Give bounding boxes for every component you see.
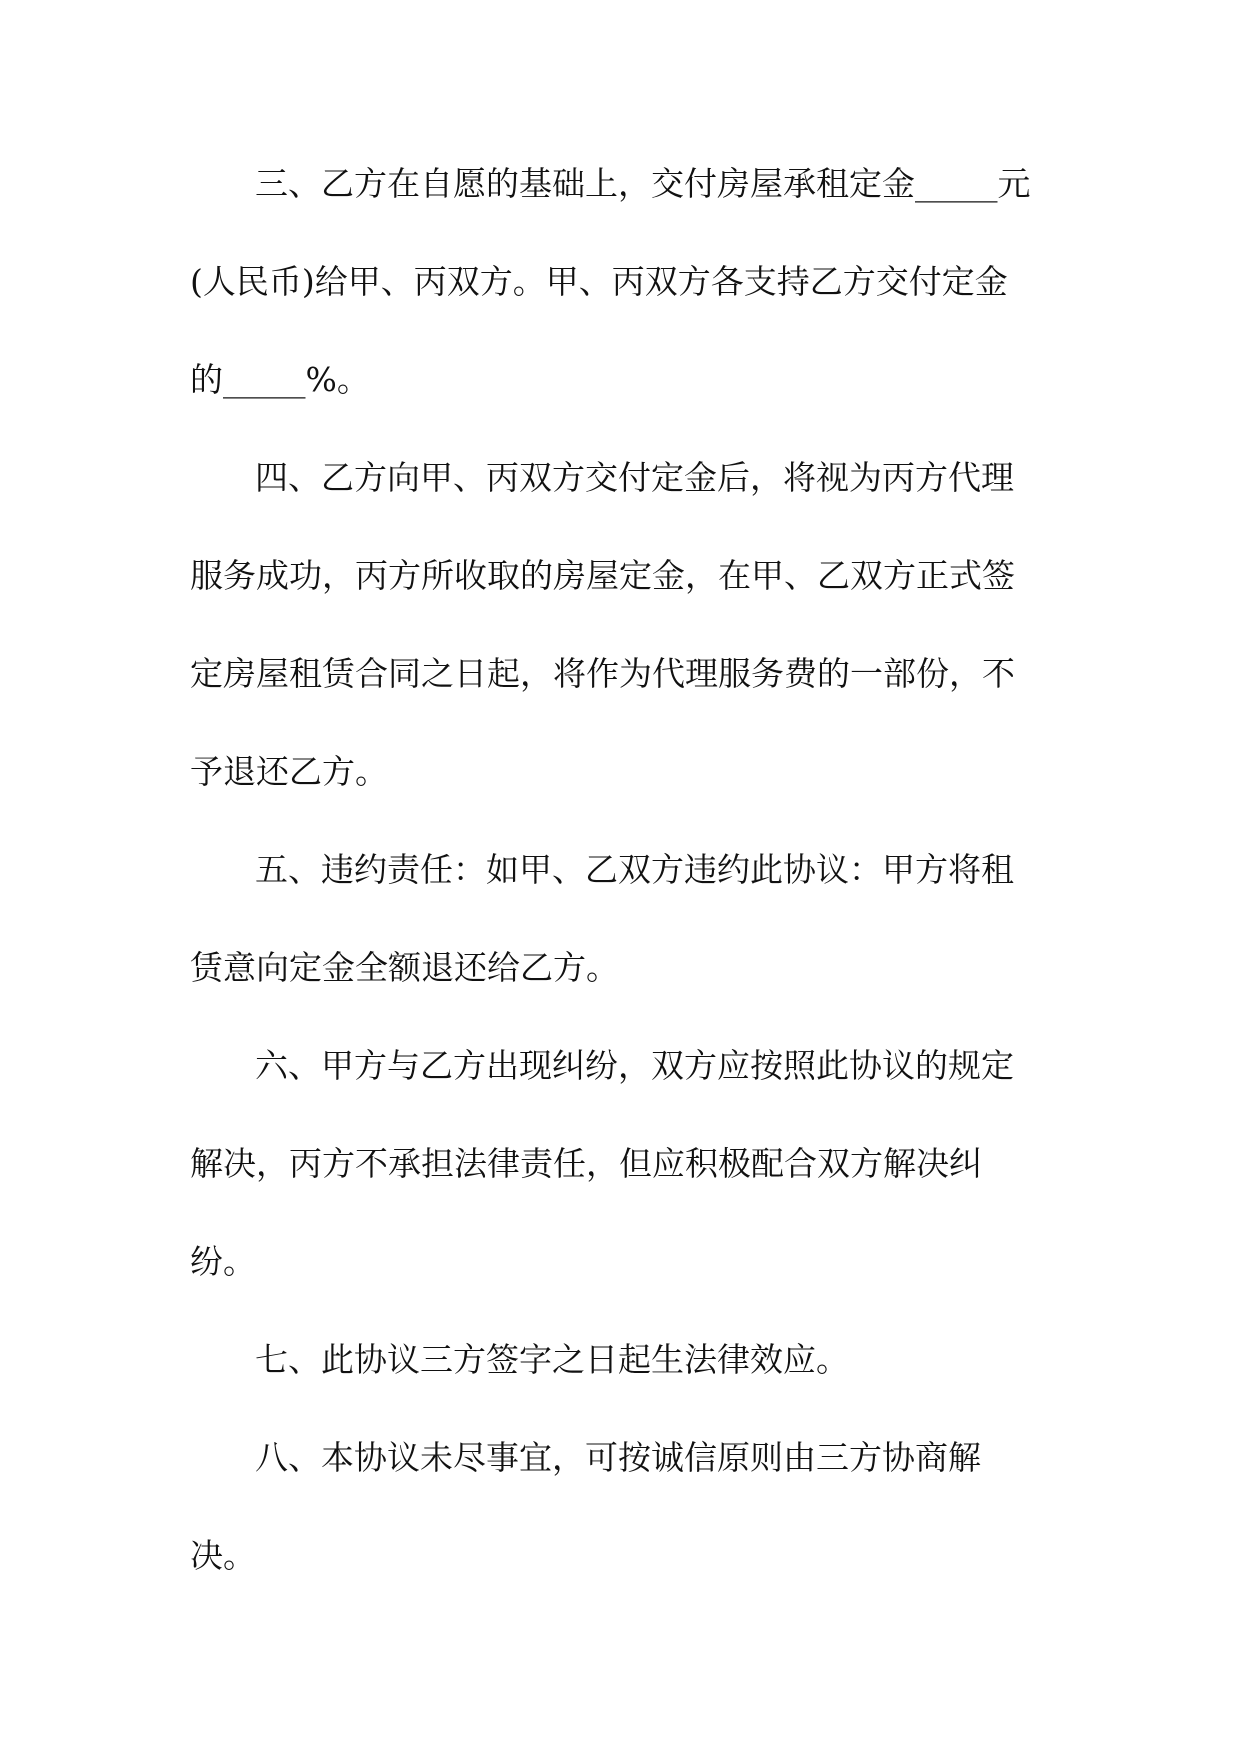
clause-8-line-2: 决。 — [190, 1536, 256, 1575]
clause-6-line-1: 六、甲方与乙方出现纠纷，双方应按照此协议的规定 — [255, 1046, 1014, 1085]
clause-5-line-2: 赁意向定金全额退还给乙方。 — [190, 948, 619, 987]
clause-3-line-1: 三、乙方在自愿的基础上，交付房屋承租定金_____元 — [255, 164, 1031, 203]
clause-4-line-1: 四、乙方向甲、丙双方交付定金后，将视为丙方代理 — [255, 458, 1014, 497]
clause-3-line-2: (人民币)给甲、丙双方。甲、丙双方各支持乙方交付定金 — [190, 262, 1008, 301]
clause-4-line-2: 服务成功，丙方所收取的房屋定金，在甲、乙双方正式签 — [190, 556, 1015, 595]
clause-3-line-3: 的_____%。 — [190, 360, 370, 399]
clause-4-line-4: 予退还乙方。 — [190, 752, 388, 791]
clause-4-line-3: 定房屋租赁合同之日起，将作为代理服务费的一部份，不 — [190, 654, 1015, 693]
clause-7-line-1: 七、此协议三方签字之日起生法律效应。 — [255, 1340, 849, 1379]
clause-6-line-2: 解决，丙方不承担法律责任，但应积极配合双方解决纠 — [190, 1144, 982, 1183]
clause-5-line-1: 五、违约责任：如甲、乙双方违约此协议：甲方将租 — [255, 850, 1014, 889]
clause-6-line-3: 纷。 — [190, 1242, 256, 1281]
clause-8-line-1: 八、本协议未尽事宜，可按诚信原则由三方协商解 — [255, 1438, 981, 1477]
